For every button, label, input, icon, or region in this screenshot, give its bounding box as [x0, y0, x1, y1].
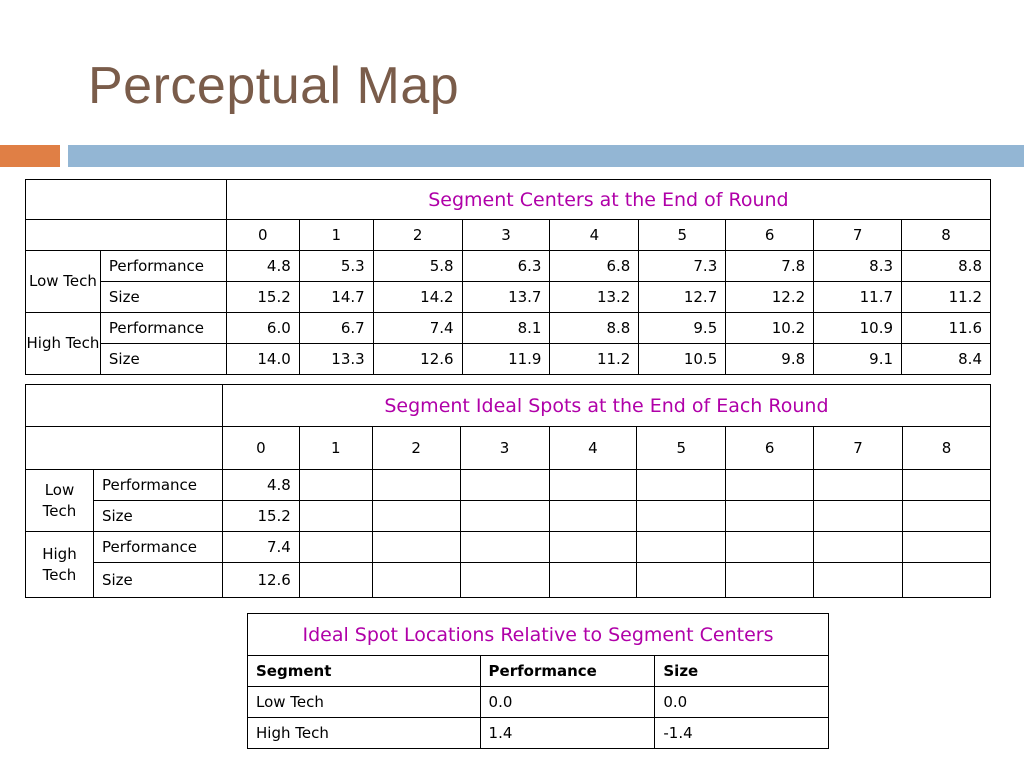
value-cell: 11.6: [902, 313, 991, 344]
round-header: 2: [373, 220, 462, 251]
value-cell: 8.8: [550, 313, 639, 344]
round-header: 4: [549, 427, 637, 470]
corner-cell: [26, 220, 227, 251]
column-header: Performance: [480, 656, 655, 687]
corner-cell: [26, 427, 223, 470]
value-cell: 8.1: [462, 313, 550, 344]
relative-locations-table: [247, 613, 829, 749]
empty-cell: [637, 470, 726, 501]
value-cell: 11.2: [902, 282, 991, 313]
row-label: Performance: [100, 313, 226, 344]
corner-cell: [26, 180, 227, 220]
empty-cell: [726, 532, 814, 563]
table-cell: 1.4: [480, 718, 655, 749]
table-title: Segment Ideal Spots at the End of Each Round: [222, 385, 990, 427]
empty-cell: [372, 501, 460, 532]
value-cell: 8.8: [902, 251, 991, 282]
round-header: 6: [726, 220, 814, 251]
ideal-spots-table: [25, 384, 991, 598]
empty-cell: [637, 501, 726, 532]
empty-cell: [460, 470, 549, 501]
empty-cell: [814, 532, 903, 563]
round-header: 7: [814, 220, 902, 251]
round-header: 1: [299, 427, 372, 470]
empty-cell: [460, 563, 549, 598]
segment-label: High Tech: [26, 532, 94, 598]
value-cell: 14.2: [373, 282, 462, 313]
title-underline-bar: [68, 145, 1024, 167]
round-header: 5: [637, 427, 726, 470]
value-cell: 12.6: [373, 344, 462, 375]
round-header: 6: [726, 427, 814, 470]
value-cell: 12.6: [222, 563, 299, 598]
row-label: Performance: [93, 470, 222, 501]
segment-centers-table: [25, 179, 991, 375]
row-label: Size: [100, 344, 226, 375]
round-header: 8: [903, 427, 991, 470]
empty-cell: [460, 532, 549, 563]
value-cell: 7.4: [373, 313, 462, 344]
empty-cell: [299, 501, 372, 532]
value-cell: 11.9: [462, 344, 550, 375]
table-cell: High Tech: [248, 718, 481, 749]
segment-label: Low Tech: [26, 470, 94, 532]
value-cell: 6.3: [462, 251, 550, 282]
empty-cell: [903, 501, 991, 532]
round-header: 5: [639, 220, 726, 251]
value-cell: 6.8: [550, 251, 639, 282]
value-cell: 7.4: [222, 532, 299, 563]
empty-cell: [814, 501, 903, 532]
empty-cell: [726, 563, 814, 598]
value-cell: 10.9: [814, 313, 902, 344]
empty-cell: [903, 470, 991, 501]
table-cell: 0.0: [655, 687, 829, 718]
table-cell: Low Tech: [248, 687, 481, 718]
empty-cell: [814, 470, 903, 501]
round-header: 0: [222, 427, 299, 470]
empty-cell: [637, 532, 726, 563]
empty-cell: [903, 563, 991, 598]
round-header: 2: [372, 427, 460, 470]
column-header: Size: [655, 656, 829, 687]
value-cell: 15.2: [226, 282, 299, 313]
value-cell: 12.7: [639, 282, 726, 313]
row-label: Size: [100, 282, 226, 313]
empty-cell: [549, 532, 637, 563]
value-cell: 10.5: [639, 344, 726, 375]
value-cell: 15.2: [222, 501, 299, 532]
value-cell: 4.8: [226, 251, 299, 282]
column-header: Segment: [248, 656, 481, 687]
value-cell: 8.4: [902, 344, 991, 375]
row-label: Performance: [100, 251, 226, 282]
empty-cell: [372, 532, 460, 563]
empty-cell: [299, 563, 372, 598]
empty-cell: [549, 501, 637, 532]
value-cell: 10.2: [726, 313, 814, 344]
slide-title: Perceptual Map: [88, 57, 460, 115]
empty-cell: [903, 532, 991, 563]
round-header: 0: [226, 220, 299, 251]
table-title: Segment Centers at the End of Round: [226, 180, 990, 220]
accent-bar: [0, 145, 60, 167]
value-cell: 5.3: [299, 251, 373, 282]
value-cell: 7.3: [639, 251, 726, 282]
row-label: Performance: [93, 532, 222, 563]
empty-cell: [637, 563, 726, 598]
row-label: Size: [93, 563, 222, 598]
value-cell: 6.0: [226, 313, 299, 344]
value-cell: 13.7: [462, 282, 550, 313]
value-cell: 13.2: [550, 282, 639, 313]
value-cell: 9.1: [814, 344, 902, 375]
round-header: 1: [299, 220, 373, 251]
round-header: 4: [550, 220, 639, 251]
empty-cell: [299, 532, 372, 563]
value-cell: 4.8: [222, 470, 299, 501]
empty-cell: [372, 563, 460, 598]
value-cell: 14.7: [299, 282, 373, 313]
round-header: 3: [462, 220, 550, 251]
round-header: 8: [902, 220, 991, 251]
value-cell: 8.3: [814, 251, 902, 282]
value-cell: 11.7: [814, 282, 902, 313]
round-header: 3: [460, 427, 549, 470]
empty-cell: [549, 470, 637, 501]
corner-cell: [26, 385, 223, 427]
row-label: Size: [93, 501, 222, 532]
empty-cell: [299, 470, 372, 501]
value-cell: 7.8: [726, 251, 814, 282]
value-cell: 9.8: [726, 344, 814, 375]
value-cell: 14.0: [226, 344, 299, 375]
empty-cell: [726, 501, 814, 532]
value-cell: 9.5: [639, 313, 726, 344]
round-header: 7: [814, 427, 903, 470]
table-cell: -1.4: [655, 718, 829, 749]
empty-cell: [372, 470, 460, 501]
empty-cell: [726, 470, 814, 501]
table-title: Ideal Spot Locations Relative to Segment Centers: [248, 614, 829, 656]
segment-label: High Tech: [26, 313, 101, 375]
value-cell: 13.3: [299, 344, 373, 375]
segment-label: Low Tech: [26, 251, 101, 313]
value-cell: 12.2: [726, 282, 814, 313]
value-cell: 11.2: [550, 344, 639, 375]
empty-cell: [549, 563, 637, 598]
value-cell: 6.7: [299, 313, 373, 344]
value-cell: 5.8: [373, 251, 462, 282]
empty-cell: [460, 501, 549, 532]
empty-cell: [814, 563, 903, 598]
table-cell: 0.0: [480, 687, 655, 718]
